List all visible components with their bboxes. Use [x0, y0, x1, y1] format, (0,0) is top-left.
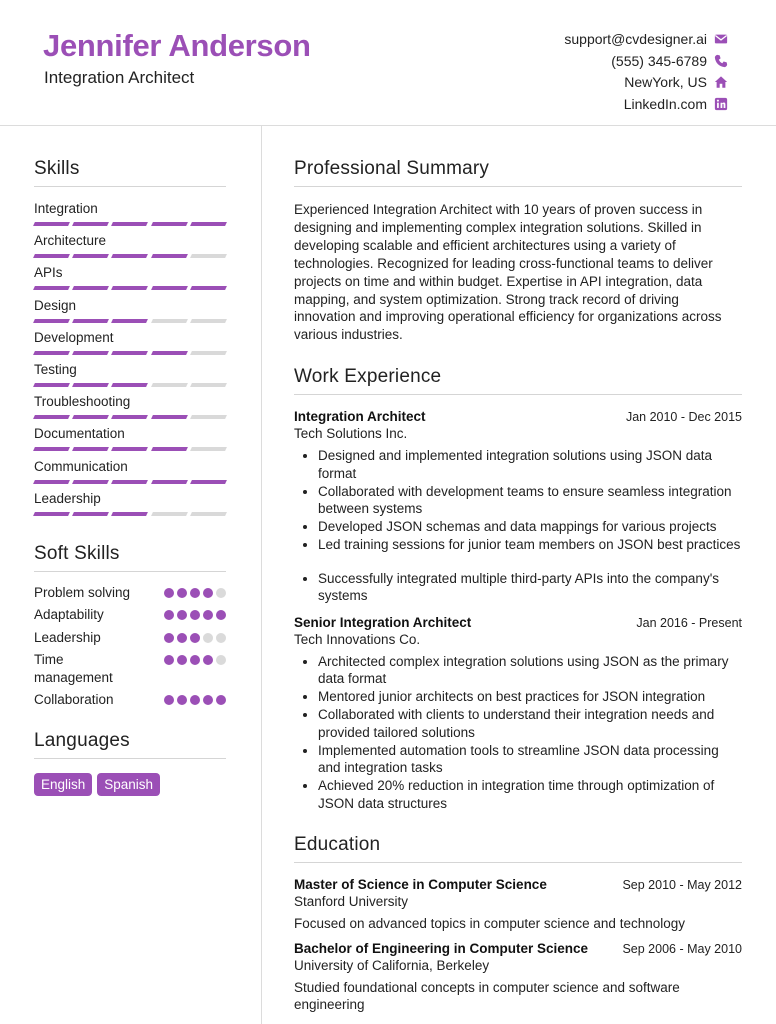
soft-skill-rating — [164, 610, 226, 620]
skill-level-bar — [34, 383, 226, 387]
skill-level-bar — [34, 254, 226, 258]
linkedin-icon — [714, 97, 728, 111]
education-degree: Master of Science in Computer Science — [294, 877, 547, 893]
rating-dot — [164, 655, 174, 665]
column-divider — [261, 126, 262, 1024]
job-bullets — [294, 653, 742, 813]
rating-dot — [177, 610, 187, 620]
education-date: Sep 2006 - May 2010 — [622, 941, 742, 956]
job-bullet: • Successfully integrated multiple third-party APIs into the company's systems — [318, 570, 742, 605]
soft-skill-rating — [164, 588, 226, 598]
skill-level-segment — [72, 512, 109, 516]
skill-label: Integration — [34, 201, 98, 216]
skill-label: Leadership — [34, 490, 101, 506]
skill-level-bar — [34, 480, 226, 484]
contact-location — [564, 71, 728, 93]
skill-level-segment — [190, 383, 227, 387]
rating-dot — [216, 633, 226, 643]
skill-level-bar — [34, 447, 226, 451]
job-title: Senior Integration Architect — [294, 614, 472, 630]
education-degree: Bachelor of Engineering in Computer Science — [294, 940, 589, 956]
skill-item — [34, 491, 226, 523]
education-list — [294, 877, 742, 1014]
contact-phone[interactable] — [564, 50, 728, 72]
soft-skill-rating — [164, 655, 226, 665]
experience-list — [294, 409, 742, 812]
skill-level-segment — [151, 512, 188, 516]
job-entry — [294, 615, 742, 813]
skill-level-segment — [151, 480, 188, 484]
rating-dot — [164, 695, 174, 705]
rating-dot — [177, 655, 187, 665]
skill-level-segment — [151, 351, 188, 355]
languages-list — [34, 773, 226, 796]
soft-skill-rating — [164, 633, 226, 643]
job-bullets — [294, 447, 742, 605]
skill-level-segment — [190, 512, 227, 516]
soft-skill-item — [34, 691, 226, 709]
job-bullet: • Developed JSON schemas and data mappings for various projects — [318, 518, 742, 536]
rating-dot — [203, 610, 213, 620]
skill-level-segment — [190, 254, 227, 258]
phone-icon — [714, 54, 728, 68]
skill-item — [34, 362, 226, 394]
contact-linkedin[interactable] — [564, 93, 728, 115]
skill-level-segment — [151, 254, 188, 258]
rating-dot — [216, 655, 226, 665]
education-header — [294, 877, 742, 892]
skill-label: Architecture — [34, 233, 107, 249]
skill-level-bar — [34, 351, 226, 355]
skill-level-segment — [190, 319, 227, 323]
skills-list — [34, 201, 226, 523]
rating-dot — [203, 695, 213, 705]
skill-level-segment — [190, 480, 227, 484]
job-bullet: • Mentored junior architects on best practices for JSON integration — [318, 688, 742, 706]
skill-level-segment — [72, 383, 109, 387]
soft-skill-rating — [164, 695, 226, 705]
rating-dot — [216, 695, 226, 705]
skill-level-segment — [151, 222, 188, 226]
skill-item — [34, 298, 226, 330]
languages-section — [34, 730, 226, 796]
job-date: Jan 2010 - Dec 2015 — [625, 410, 742, 425]
skill-level-segment — [111, 319, 148, 323]
summary-heading: Professional Summary — [294, 158, 742, 187]
skill-level-segment — [33, 383, 70, 387]
skill-level-segment — [72, 447, 109, 451]
skill-level-segment — [151, 383, 188, 387]
education-entry — [294, 941, 742, 1014]
skill-label: APIs — [34, 265, 63, 281]
soft-skill-item — [34, 651, 226, 686]
skill-label: Testing — [34, 361, 77, 377]
job-bullet: • Implemented automation tools to streamline JSON data processing and integration tasks — [318, 742, 742, 777]
skill-level-segment — [151, 286, 188, 290]
skill-level-segment — [190, 286, 227, 290]
rating-dot — [190, 633, 200, 643]
skill-level-segment — [111, 351, 148, 355]
skill-level-segment — [33, 512, 70, 516]
skill-label: Documentation — [34, 426, 125, 442]
skill-item — [34, 330, 226, 362]
soft-skill-label: Leadership — [34, 629, 101, 645]
soft-skills-heading: Soft Skills — [34, 543, 226, 572]
resume-header — [0, 0, 776, 126]
rating-dot — [177, 695, 187, 705]
soft-skill-item — [34, 584, 226, 602]
skill-level-segment — [72, 319, 109, 323]
skill-level-segment — [72, 480, 109, 484]
skill-level-segment — [111, 415, 148, 419]
candidate-name: Jennifer Anderson — [43, 28, 311, 63]
skill-item — [34, 394, 226, 426]
soft-skills-section — [34, 543, 226, 709]
soft-skills-list — [34, 584, 226, 709]
skill-label: Troubleshooting — [34, 394, 131, 410]
skill-level-segment — [33, 480, 70, 484]
skill-level-segment — [33, 319, 70, 323]
skill-item — [34, 201, 226, 233]
skill-item — [34, 265, 226, 297]
education-description: Focused on advanced topics in computer science and technology — [294, 916, 685, 932]
education-school: University of California, Berkeley — [294, 957, 490, 973]
education-heading: Education — [294, 834, 742, 863]
skill-level-bar — [34, 415, 226, 419]
skill-level-bar — [34, 222, 226, 226]
rating-dot — [203, 588, 213, 598]
job-entry — [294, 409, 742, 605]
job-date: Jan 2016 - Present — [636, 615, 742, 630]
skill-level-segment — [33, 447, 70, 451]
right-column — [294, 158, 742, 1014]
skill-level-segment — [111, 447, 148, 451]
skill-level-segment — [111, 286, 148, 290]
rating-dot — [216, 610, 226, 620]
envelope-icon — [714, 32, 728, 46]
skill-level-segment — [190, 351, 227, 355]
rating-dot — [190, 655, 200, 665]
skill-level-segment — [72, 286, 109, 290]
contact-list — [564, 28, 728, 115]
rating-dot — [190, 588, 200, 598]
candidate-title: Integration Architect — [44, 68, 195, 87]
rating-dot — [177, 588, 187, 598]
language-badge: English — [34, 773, 92, 796]
left-column — [34, 158, 226, 796]
job-header — [294, 615, 742, 630]
rating-dot — [216, 588, 226, 598]
job-bullet: • Collaborated with development teams to ensure seamless integration between systems — [318, 483, 742, 518]
job-header — [294, 409, 742, 424]
soft-skill-item — [34, 629, 226, 647]
contact-linkedin-text: LinkedIn.com — [623, 95, 707, 112]
skill-label: Design — [34, 297, 77, 313]
rating-dot — [190, 610, 200, 620]
skill-level-segment — [111, 222, 148, 226]
rating-dot — [164, 588, 174, 598]
soft-skill-label: Adaptability — [34, 607, 104, 623]
job-title: Integration Architect — [294, 409, 426, 425]
soft-skill-label: Collaboration — [34, 692, 114, 708]
soft-skill-label: Problem solving — [34, 584, 131, 600]
job-bullet: • Collaborated with clients to understand their integration needs and provided tailored solutions — [318, 706, 742, 741]
skill-level-segment — [33, 351, 70, 355]
soft-skill-item — [34, 606, 226, 624]
skill-item — [34, 233, 226, 265]
contact-email[interactable] — [564, 28, 728, 50]
contact-email-text: support@cvdesigner.ai — [564, 30, 707, 47]
contact-location-text: NewYork, US — [624, 74, 707, 91]
job-bullet: • Achieved 20% reduction in integration time through optimization of JSON data structures — [318, 777, 742, 812]
rating-dot — [164, 610, 174, 620]
skill-label: Communication — [34, 458, 128, 474]
skill-level-segment — [111, 254, 148, 258]
skill-level-segment — [151, 447, 188, 451]
skill-level-segment — [190, 222, 227, 226]
rating-dot — [203, 655, 213, 665]
skills-heading: Skills — [34, 158, 226, 187]
rating-dot — [203, 633, 213, 643]
education-entry — [294, 877, 742, 933]
skill-item — [34, 459, 226, 491]
skill-level-segment — [33, 286, 70, 290]
rating-dot — [164, 633, 174, 643]
skill-level-bar — [34, 512, 226, 516]
rating-dot — [190, 695, 200, 705]
experience-heading: Work Experience — [294, 366, 742, 395]
skill-level-segment — [72, 415, 109, 419]
skill-level-segment — [151, 319, 188, 323]
skill-level-segment — [33, 254, 70, 258]
skill-item — [34, 426, 226, 458]
education-date: Sep 2010 - May 2012 — [622, 878, 742, 893]
skill-level-segment — [111, 512, 148, 516]
education-school: Stanford University — [294, 894, 409, 910]
skill-level-segment — [33, 222, 70, 226]
skill-level-segment — [111, 480, 148, 484]
skill-level-bar — [34, 319, 226, 323]
skill-level-segment — [72, 351, 109, 355]
job-bullet: • Led training sessions for junior team members on JSON best practices — [318, 536, 742, 554]
skill-level-bar — [34, 286, 226, 290]
language-badge: Spanish — [97, 773, 160, 796]
skill-level-segment — [72, 254, 109, 258]
education-header — [294, 941, 742, 956]
home-icon — [714, 75, 728, 89]
rating-dot — [177, 633, 187, 643]
job-bullet: • Architected complex integration solutions using JSON as the primary data format — [318, 653, 742, 688]
skill-level-segment — [111, 383, 148, 387]
languages-heading: Languages — [34, 730, 226, 759]
summary-text: Experienced Integration Architect with 10 years of proven success in designing and implementing complex integration solutions. Skilled in developing scalable and efficient architectures using a variety of technologies. Recognized for leading cross-functional teams to deliver projects on time and within budget. Expertise in API integration, data mapping, and system optimization. Strong track record of driving innovation and improving operational efficiency for organizations across various industries. — [294, 202, 722, 343]
job-bullet: • Designed and implemented integration solutions using JSON data format — [318, 447, 742, 482]
skill-level-segment — [33, 415, 70, 419]
skill-level-segment — [190, 415, 227, 419]
skill-label: Development — [34, 329, 114, 345]
skill-level-segment — [72, 222, 109, 226]
job-company: Tech Solutions Inc. — [294, 426, 408, 442]
soft-skill-label: Time management — [34, 652, 113, 685]
skill-level-segment — [151, 415, 188, 419]
education-description: Studied foundational concepts in computer science and software engineering — [294, 979, 680, 1013]
skill-level-segment — [190, 447, 227, 451]
job-company: Tech Innovations Co. — [294, 631, 421, 647]
contact-phone-text: (555) 345-6789 — [611, 52, 707, 69]
